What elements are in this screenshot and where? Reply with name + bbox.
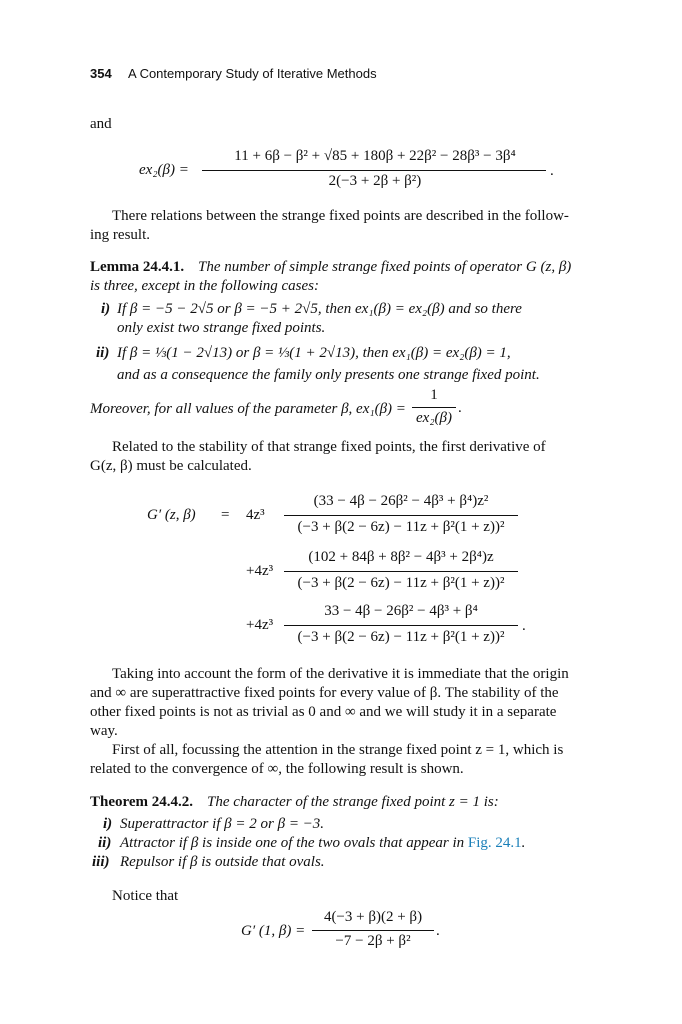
eq-ex2-trail: . xyxy=(550,163,554,179)
eq-ex2-fraction-bar xyxy=(202,170,546,171)
taking-line-2: and ∞ are superattractive fixed points for every value of β. The stability of the xyxy=(90,685,559,701)
eq-g1-fraction-bar xyxy=(312,930,434,931)
lemma-moreover-denominator: ex₂(β) xyxy=(416,410,452,426)
derivative-term-2-prefix: +4z³ xyxy=(246,563,274,579)
theorem-item-i-text: Superattractor if β = 2 or β = −3. xyxy=(120,816,325,832)
theorem-item-ii-marker: ii) xyxy=(98,835,112,851)
derivative-lhs: G′ (z, β) xyxy=(147,507,196,523)
theorem-item-ii-trail: . xyxy=(521,835,526,851)
derivative-term-3-denominator: (−3 + β(2 − 6z) − 11z + β²(1 + z))² xyxy=(297,629,505,645)
theorem-line-1: The character of the strange fixed point z = 1 is: xyxy=(207,794,499,810)
page-number: 354 xyxy=(90,66,112,81)
lemma-line-1: The number of simple strange fixed points of operator G (z, β) xyxy=(198,259,572,275)
derivative-equals: = xyxy=(221,507,230,523)
theorem-item-ii-line xyxy=(120,834,525,853)
lemma-item-i-line-1: If β = −5 − 2√5 or β = −5 + 2√5, then ex₁(β) = ex₂(β) and so there xyxy=(117,301,522,317)
lemma-moreover-fraction-bar xyxy=(412,407,456,408)
derivative-term-2-denominator: (−3 + β(2 − 6z) − 11z + β²(1 + z))² xyxy=(297,575,505,591)
relations-line-1: There relations between the strange fixed points are described in the follow- xyxy=(112,208,569,224)
intro-and: and xyxy=(90,116,112,132)
lemma-line-2: is three, except in the following cases: xyxy=(90,278,319,294)
figure-24-1-link[interactable]: Fig. 24.1 xyxy=(467,835,522,851)
taking-line-1: Taking into account the form of the derivative it is immediate that the origin xyxy=(112,666,569,682)
first-line-1: First of all, focussing the attention in the strange fixed point z = 1, which is xyxy=(112,742,564,758)
derivative-term-2-bar xyxy=(284,571,518,572)
derivative-term-2-numerator: (102 + 84β + 8β² − 4β³ + 2β⁴)z xyxy=(308,549,494,565)
lemma-item-ii-line-1: If β = ⅓(1 − 2√13) or β = ⅓(1 + 2√13), then ex₁(β) = ex₂(β) = 1, xyxy=(117,345,511,361)
notice-that: Notice that xyxy=(112,888,179,904)
lemma-item-i-line-2: only exist two strange fixed points. xyxy=(117,320,326,336)
derivative-term-3-bar xyxy=(284,625,518,626)
lemma-label: Lemma 24.4.1. xyxy=(90,259,185,275)
lemma-item-ii-line-2: and as a consequence the family only presents one strange fixed point. xyxy=(117,367,540,383)
eq-g1-lhs: G′ (1, β) = xyxy=(241,923,306,939)
derivative-term-3-numerator: 33 − 4β − 26β² − 4β³ + β⁴ xyxy=(324,603,478,619)
eq-ex2-denominator: 2(−3 + 2β + β²) xyxy=(328,173,422,189)
derivative-term-1-numerator: (33 − 4β − 26β² − 4β³ + β⁴)z² xyxy=(313,493,489,509)
related-line-1: Related to the stability of that strange fixed points, the first derivative of xyxy=(112,439,546,455)
lemma-moreover-numerator: 1 xyxy=(430,387,438,403)
related-line-2: G(z, β) must be calculated. xyxy=(90,458,252,474)
theorem-item-iii-text: Repulsor if β is outside that ovals. xyxy=(120,854,325,870)
first-line-2: related to the convergence of ∞, the following result is shown. xyxy=(90,761,464,777)
derivative-term-1-bar xyxy=(284,515,518,516)
lemma-item-i-marker: i) xyxy=(101,301,111,317)
taking-line-4: way. xyxy=(90,723,118,739)
eq-ex2-numerator: 11 + 6β − β² + √85 + 180β + 22β² − 28β³ − 3β⁴ xyxy=(234,148,516,164)
theorem-label: Theorem 24.4.2. xyxy=(90,794,194,810)
derivative-trail: . xyxy=(522,618,526,634)
lemma-item-ii-marker: ii) xyxy=(96,345,110,361)
relations-line-2: ing result. xyxy=(90,227,150,243)
lemma-moreover: Moreover, for all values of the parameter β, ex₁(β) = xyxy=(90,401,406,417)
taking-line-3: other fixed points is not as trivial as 0 and ∞ and we will study it in a separate xyxy=(90,704,557,720)
theorem-item-i-marker: i) xyxy=(103,816,113,832)
derivative-term-3-prefix: +4z³ xyxy=(246,617,274,633)
eq-g1-denominator: −7 − 2β + β² xyxy=(335,933,411,949)
lemma-moreover-trail: . xyxy=(458,400,462,416)
derivative-term-1-denominator: (−3 + β(2 − 6z) − 11z + β²(1 + z))² xyxy=(297,519,505,535)
eq-g1-trail: . xyxy=(436,923,440,939)
eq-g1-numerator: 4(−3 + β)(2 + β) xyxy=(323,909,423,925)
theorem-item-ii-text: Attractor if β is inside one of the two ovals that appear in xyxy=(120,835,465,851)
running-title: A Contemporary Study of Iterative Methods xyxy=(128,66,377,81)
theorem-item-iii-marker: iii) xyxy=(92,854,110,870)
eq-ex2-lhs: ex₂(β) = xyxy=(139,162,189,178)
derivative-term-1-prefix: 4z³ xyxy=(246,507,265,523)
